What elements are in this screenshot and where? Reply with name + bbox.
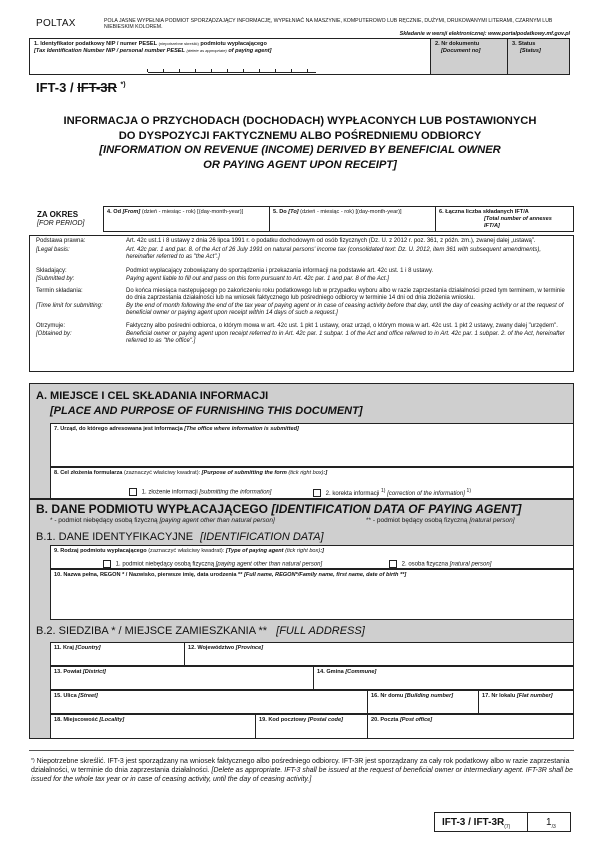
digit-tick (259, 69, 260, 72)
entity-type-label-en: [Type of paying agent (225, 548, 284, 554)
office-field[interactable] (50, 423, 574, 467)
document-number-field (430, 38, 508, 75)
footnote-pl: Niepotrzebne skreślić. IFT-3 jest sporządzany na wniosek faktycznego albo pośredniego odbiorcy. IFT-3R jest sporządzany za cały rok podatkowy albo w razie zaprzestania działalności, w terminie do dnia zaprzestania działalności. (31, 758, 570, 774)
digit-tick (179, 69, 180, 72)
digit-tick (227, 69, 228, 72)
footer-form-label: IFT-3 / IFT-3R (442, 817, 505, 828)
brand-label: POLTAX (36, 18, 76, 29)
section-b-title-pl: B. DANE PODMIOTU WYPŁACAJĄCEGO (36, 502, 269, 516)
b1-title-en: [IDENTIFICATION DATA] (200, 531, 324, 543)
period-label-en: [FOR PERIOD] (37, 220, 85, 227)
footnote-divider (29, 750, 574, 751)
district-label: 13. Powiat (54, 669, 82, 675)
title-pl-line-2: DO DYSPOZYCJI FAKTYCZNEMU ALBO POŚREDNIEMU ODBIORCY (118, 129, 482, 142)
legal-row-en (36, 331, 566, 345)
entity-natural-label: 2. osoba fizyczna (401, 561, 449, 568)
legal-row-label-en: [Time limit for submitting: (36, 303, 103, 309)
purpose-option-correction[interactable] (313, 488, 471, 498)
digit-tick (275, 69, 276, 72)
province-field[interactable] (184, 642, 574, 666)
locality-label-en: [Locality] (99, 717, 125, 723)
period-from-field[interactable] (103, 206, 270, 232)
legal-row (36, 323, 566, 330)
street-label-en: [Street] (78, 693, 98, 699)
period-to-hint: (dzień - miesiąc - rok) [(day-month-year)] (300, 209, 402, 215)
postal-code-field[interactable] (255, 714, 368, 739)
legal-row-label: Podstawa prawna: (36, 238, 86, 244)
full-name-field[interactable] (50, 569, 574, 620)
street-label: 15. Ulica (54, 693, 77, 699)
flat-number-label-en: [Flat number] (516, 693, 553, 699)
purpose-hint-en: (tick right box) (288, 470, 324, 476)
form-id-mark: *) (120, 81, 126, 89)
form-id (36, 80, 126, 95)
status-field (507, 38, 570, 75)
purpose-submit-label-en: [submitting the information] (199, 489, 272, 496)
purpose-submit-label: 1. złożenie informacji (141, 489, 198, 496)
legal-row-text-en: Beneficial owner or paying agent upon receipt referred to in Art. 42c par. 1 subpar. 1 of the Act and office referred to in Art. 42c par. 1 subpar. 2. of the Act, hereinafter referred to as "the office".] (126, 331, 565, 344)
annex-count-label: 6. Łączna liczba składanych IFT/A (439, 209, 529, 215)
digit-tick (195, 69, 196, 72)
period-to-label: 5. Do (273, 209, 287, 215)
purpose-label-en: [Purpose of submitting the form (201, 470, 287, 476)
section-b-title-en: [IDENTIFICATION DATA OF PAYING AGENT] (271, 502, 522, 516)
locality-label: 18. Miejscowość (54, 717, 98, 723)
form-id-struck: IFT-3R (77, 80, 117, 95)
tax-id-note: (niepotrzebne skreślić) (158, 41, 199, 46)
entity-non-natural-label: 1. podmiot niebędący osobą fizyczną (115, 561, 215, 568)
footer-form-version: (7) (504, 824, 511, 830)
purpose-correction-checkbox[interactable] (313, 489, 321, 497)
commune-field[interactable] (313, 666, 574, 690)
document-number-label: 2. Nr dokumentu (435, 41, 480, 47)
footer-page (527, 812, 571, 832)
note-natural-en: [natural person] (469, 517, 515, 524)
page-total: /3 (551, 824, 556, 830)
country-label-en: [Country] (75, 645, 101, 651)
flat-number-label: 17. Nr lokalu (482, 693, 516, 699)
country-field[interactable] (50, 642, 185, 666)
legal-row-en (36, 276, 566, 283)
legal-row-en (36, 303, 566, 317)
purpose-field (50, 467, 574, 499)
legal-row-label: Termin składania: (36, 288, 83, 294)
post-office-label: 20. Poczta (371, 717, 399, 723)
full-name-label: 10. Nazwa pełna, REGON * / Nazwisko, pierwsze imię, data urodzenia ** (54, 572, 243, 578)
building-number-label-en: [Building number] (404, 693, 454, 699)
purpose-option-submit[interactable] (129, 488, 271, 497)
entity-type-label-en-end: :] (320, 548, 324, 554)
commune-label-en: [Commune] (345, 669, 377, 675)
footnote (31, 757, 575, 784)
section-b-note-1 (50, 517, 275, 524)
period-to-label-en: [To] (288, 209, 299, 215)
status-label: 3. Status (512, 41, 536, 47)
tax-id-label-2: podmiotu wypłacającego (200, 41, 267, 47)
purpose-hint: (zaznaczyć właściwy kwadrat): (123, 470, 201, 476)
entity-non-natural-label-en: [paying agent other than natural person] (215, 561, 323, 568)
building-number-label: 16. Nr domu (371, 693, 404, 699)
legal-row (36, 238, 566, 245)
commune-label: 14. Gmina (317, 669, 344, 675)
note-natural: ** - podmiot będący osobą fizyczną (366, 517, 468, 524)
status-label-en: [Status] (520, 48, 541, 54)
legal-row-label-en: [Obtained by: (36, 331, 72, 337)
province-label-en: [Province] (235, 645, 264, 651)
digit-tick (163, 69, 164, 72)
section-b1-title (36, 531, 324, 543)
b2-title: B.2. SIEDZIBA * / MIEJSCE ZAMIESZKANIA ** (36, 625, 268, 637)
digit-tick (307, 69, 308, 72)
legal-row-label: Otrzymuje: (36, 323, 66, 329)
purpose-label-en-end: :] (323, 470, 328, 476)
postal-code-label-en: [Postal code] (307, 717, 343, 723)
legal-row-label: Składający: (36, 268, 67, 274)
legal-row-text: Art. 42c ust.1 i 8 ustawy z dnia 26 lipca 1991 r. o podatku dochodowym od osób fizycznych (Dz. U. z 2012 r. poz. 361, z późn. zm.), zwanej dalej „ustawą”. (126, 238, 536, 244)
purpose-correction-label: 2. korekta informacji (325, 491, 380, 497)
entity-type-option-natural[interactable] (389, 560, 491, 569)
section-a-title: A. MIEJSCE I CEL SKŁADANIA INFORMACJI (36, 390, 269, 402)
annex-count-label-en: [Total number of annexes IFT/A] (484, 216, 552, 229)
tax-id-note-en: (delete as appropriate) (186, 47, 227, 53)
digit-tick (211, 69, 212, 72)
locality-field[interactable] (50, 714, 256, 739)
district-field[interactable] (50, 666, 314, 690)
entity-natural-checkbox[interactable] (389, 560, 397, 568)
entity-type-field (50, 545, 574, 569)
purpose-correction-sup-en: 1) (466, 488, 471, 494)
b2-title-en: [FULL ADDRESS] (276, 625, 365, 637)
tax-id-digit-line (148, 72, 316, 73)
purpose-label: 8. Cel złożenia formularza (54, 470, 123, 476)
post-office-field[interactable] (367, 714, 574, 739)
annex-count-field[interactable] (435, 206, 574, 232)
street-field[interactable] (50, 690, 368, 714)
form-id-main: IFT-3 / (36, 80, 74, 95)
period-label: ZA OKRES (37, 210, 79, 219)
period-from-hint: (dzień - miesiąc - rok) [(day-month-year)] (141, 209, 244, 215)
b1-title: B.1. DANE IDENTYFIKACYJNE (36, 531, 194, 543)
footnote-en: [Delete as appropriate. IFT-3 shall be issued at the request of beneficial owner or intermediary agent. IFT-3R shall be issued for the whole tax year or in case of ceasing activity, until the day of ceasing activity.] (31, 767, 573, 783)
flat-number-field[interactable] (478, 690, 574, 714)
entity-non-natural-checkbox[interactable] (103, 560, 111, 568)
tax-id-label-en-2: of paying agent] (228, 47, 272, 54)
filling-instructions: POLA JASNE WYPEŁNIA PODMIOT SPORZĄDZAJĄCY INFORMACJĘ, WYPEŁNIAĆ NA MASZYNIE, KOMPUTEROWO LUB RĘCZNIE, DUŻYMI, DRUKOWANYMI LITERAMI, CZARNYM LUB NIEBIESKIM KOLOREM. (104, 18, 553, 31)
tax-id-label-en: [Tax Identification Number NIP / personal number PESEL (34, 47, 185, 54)
entity-natural-label-en: [natural person] (449, 561, 492, 568)
section-b-title (36, 502, 521, 516)
legal-row-en (36, 247, 566, 261)
legal-row-text: Podmiot wypłacający zobowiązany do sporządzenia i przekazania informacji na podstawie art. 42c ust. 1 i 8 ustawy. (126, 268, 434, 274)
legal-row-text-en: By the end of month following the end of the tax year of paying agent or in case of ceasing activity before that day, until the day of ceasing activity or at the request of beneficial owner or paying agent upon receipt within 14 days of such a request.] (126, 303, 564, 316)
building-number-field[interactable] (367, 690, 479, 714)
postal-code-label: 19. Kod pocztowy (259, 717, 307, 723)
province-label: 12. Województwo (188, 645, 235, 651)
legal-row-text: Do końca miesiąca następującego po zakończeniu roku podatkowego lub w przypadku wyboru albo w razie zaprzestania działalności przed tym terminem, w terminie do dnia zaprzestania działalności lub na wniosek faktycznego lub pośredniego odbiorcy w terminie 14 dni od dnia złożenia wniosku. (126, 288, 565, 301)
full-name-label-en: [Full name, REGON*/Family name, first name, date of birth **] (243, 572, 407, 578)
section-b-note-2 (366, 517, 515, 524)
legal-row (36, 288, 566, 302)
legal-row-text-en: Art. 42c par. 1 and par. 8. of the Act of 26 July 1991 on natural persons' income tax (consolidated text: Dz. U. 2012, item 361 with subsequent amendments), hereinafter referred to as "the Act".] (126, 247, 542, 260)
entity-type-option-non-natural[interactable] (103, 560, 322, 569)
legal-row-label-en: [Legal basis: (36, 247, 70, 253)
note-non-natural: * - podmiot niebędący osobą fizyczną (50, 517, 158, 524)
period-to-field[interactable] (269, 206, 436, 232)
digit-tick (291, 69, 292, 72)
period-from-label-en: [From] (122, 209, 141, 215)
entity-type-hint: (zaznaczyć właściwy kwadrat): (148, 548, 225, 554)
footer-form-id (434, 812, 528, 832)
footnote-mark: *) (31, 758, 35, 764)
title-en-line-1: [INFORMATION ON REVENUE (INCOME) DERIVED BY BENEFICIAL OWNER (99, 144, 501, 156)
digit-tick (147, 69, 148, 72)
section-a-title-en: [PLACE AND PURPOSE OF FURNISHING THIS DOCUMENT] (50, 405, 363, 417)
legal-row-label-en: [Submitted by: (36, 276, 75, 282)
district-label-en: [District] (82, 669, 106, 675)
legal-row-text-en: Paying agent liable to fill out and pass on this form pursuant to Art. 42c par. 1 and par. 8 of the Act.] (126, 276, 389, 282)
page-number: 1 (546, 817, 552, 828)
document-number-label-en: [Document no] (441, 48, 481, 54)
legal-row (36, 268, 566, 275)
legal-rows (36, 238, 566, 345)
tax-id-label: 1. Identyfikator podatkowy NIP / numer PESEL (34, 41, 157, 47)
purpose-correction-label-en: [correction of the information] (387, 491, 465, 497)
section-b2-title (36, 625, 365, 637)
note-non-natural-en: [paying agent other than natural person] (159, 517, 275, 524)
electronic-submission: Składanie w wersji elektronicznej: www.portalpodatkowy.mf.gov.pl (399, 31, 570, 37)
purpose-submit-checkbox[interactable] (129, 488, 137, 496)
office-label: 7. Urząd, do którego adresowana jest informacja (54, 426, 183, 432)
entity-type-hint-en: (tick right box) (285, 548, 321, 554)
period-from-label: 4. Od (107, 209, 121, 215)
title-pl-line-1: INFORMACJA O PRZYCHODACH (DOCHODACH) WYPŁACONYCH LUB POSTAWIONYCH (63, 115, 537, 127)
legal-row-text: Faktyczny albo pośredni odbiorca, o którym mowa w art. 42c ust. 1 pkt 1 ustawy, oraz urząd, o którym mowa w art. 42c ust. 1 pkt 2 ustawy, zwany dalej "urzędem". (126, 323, 558, 329)
post-office-label-en: [Post office] (399, 717, 433, 723)
tax-id-field[interactable] (29, 38, 431, 75)
entity-type-label: 9. Rodzaj podmiotu wypłacającego (54, 548, 147, 554)
office-label-en: [The office where information is submitted] (184, 426, 299, 432)
title-en-line-2: OR PAYING AGENT UPON RECEIPT] (203, 158, 397, 171)
purpose-correction-sup: 1) (381, 488, 386, 494)
country-label: 11. Kraj (54, 645, 74, 651)
document-title (20, 114, 580, 172)
digit-tick (243, 69, 244, 72)
